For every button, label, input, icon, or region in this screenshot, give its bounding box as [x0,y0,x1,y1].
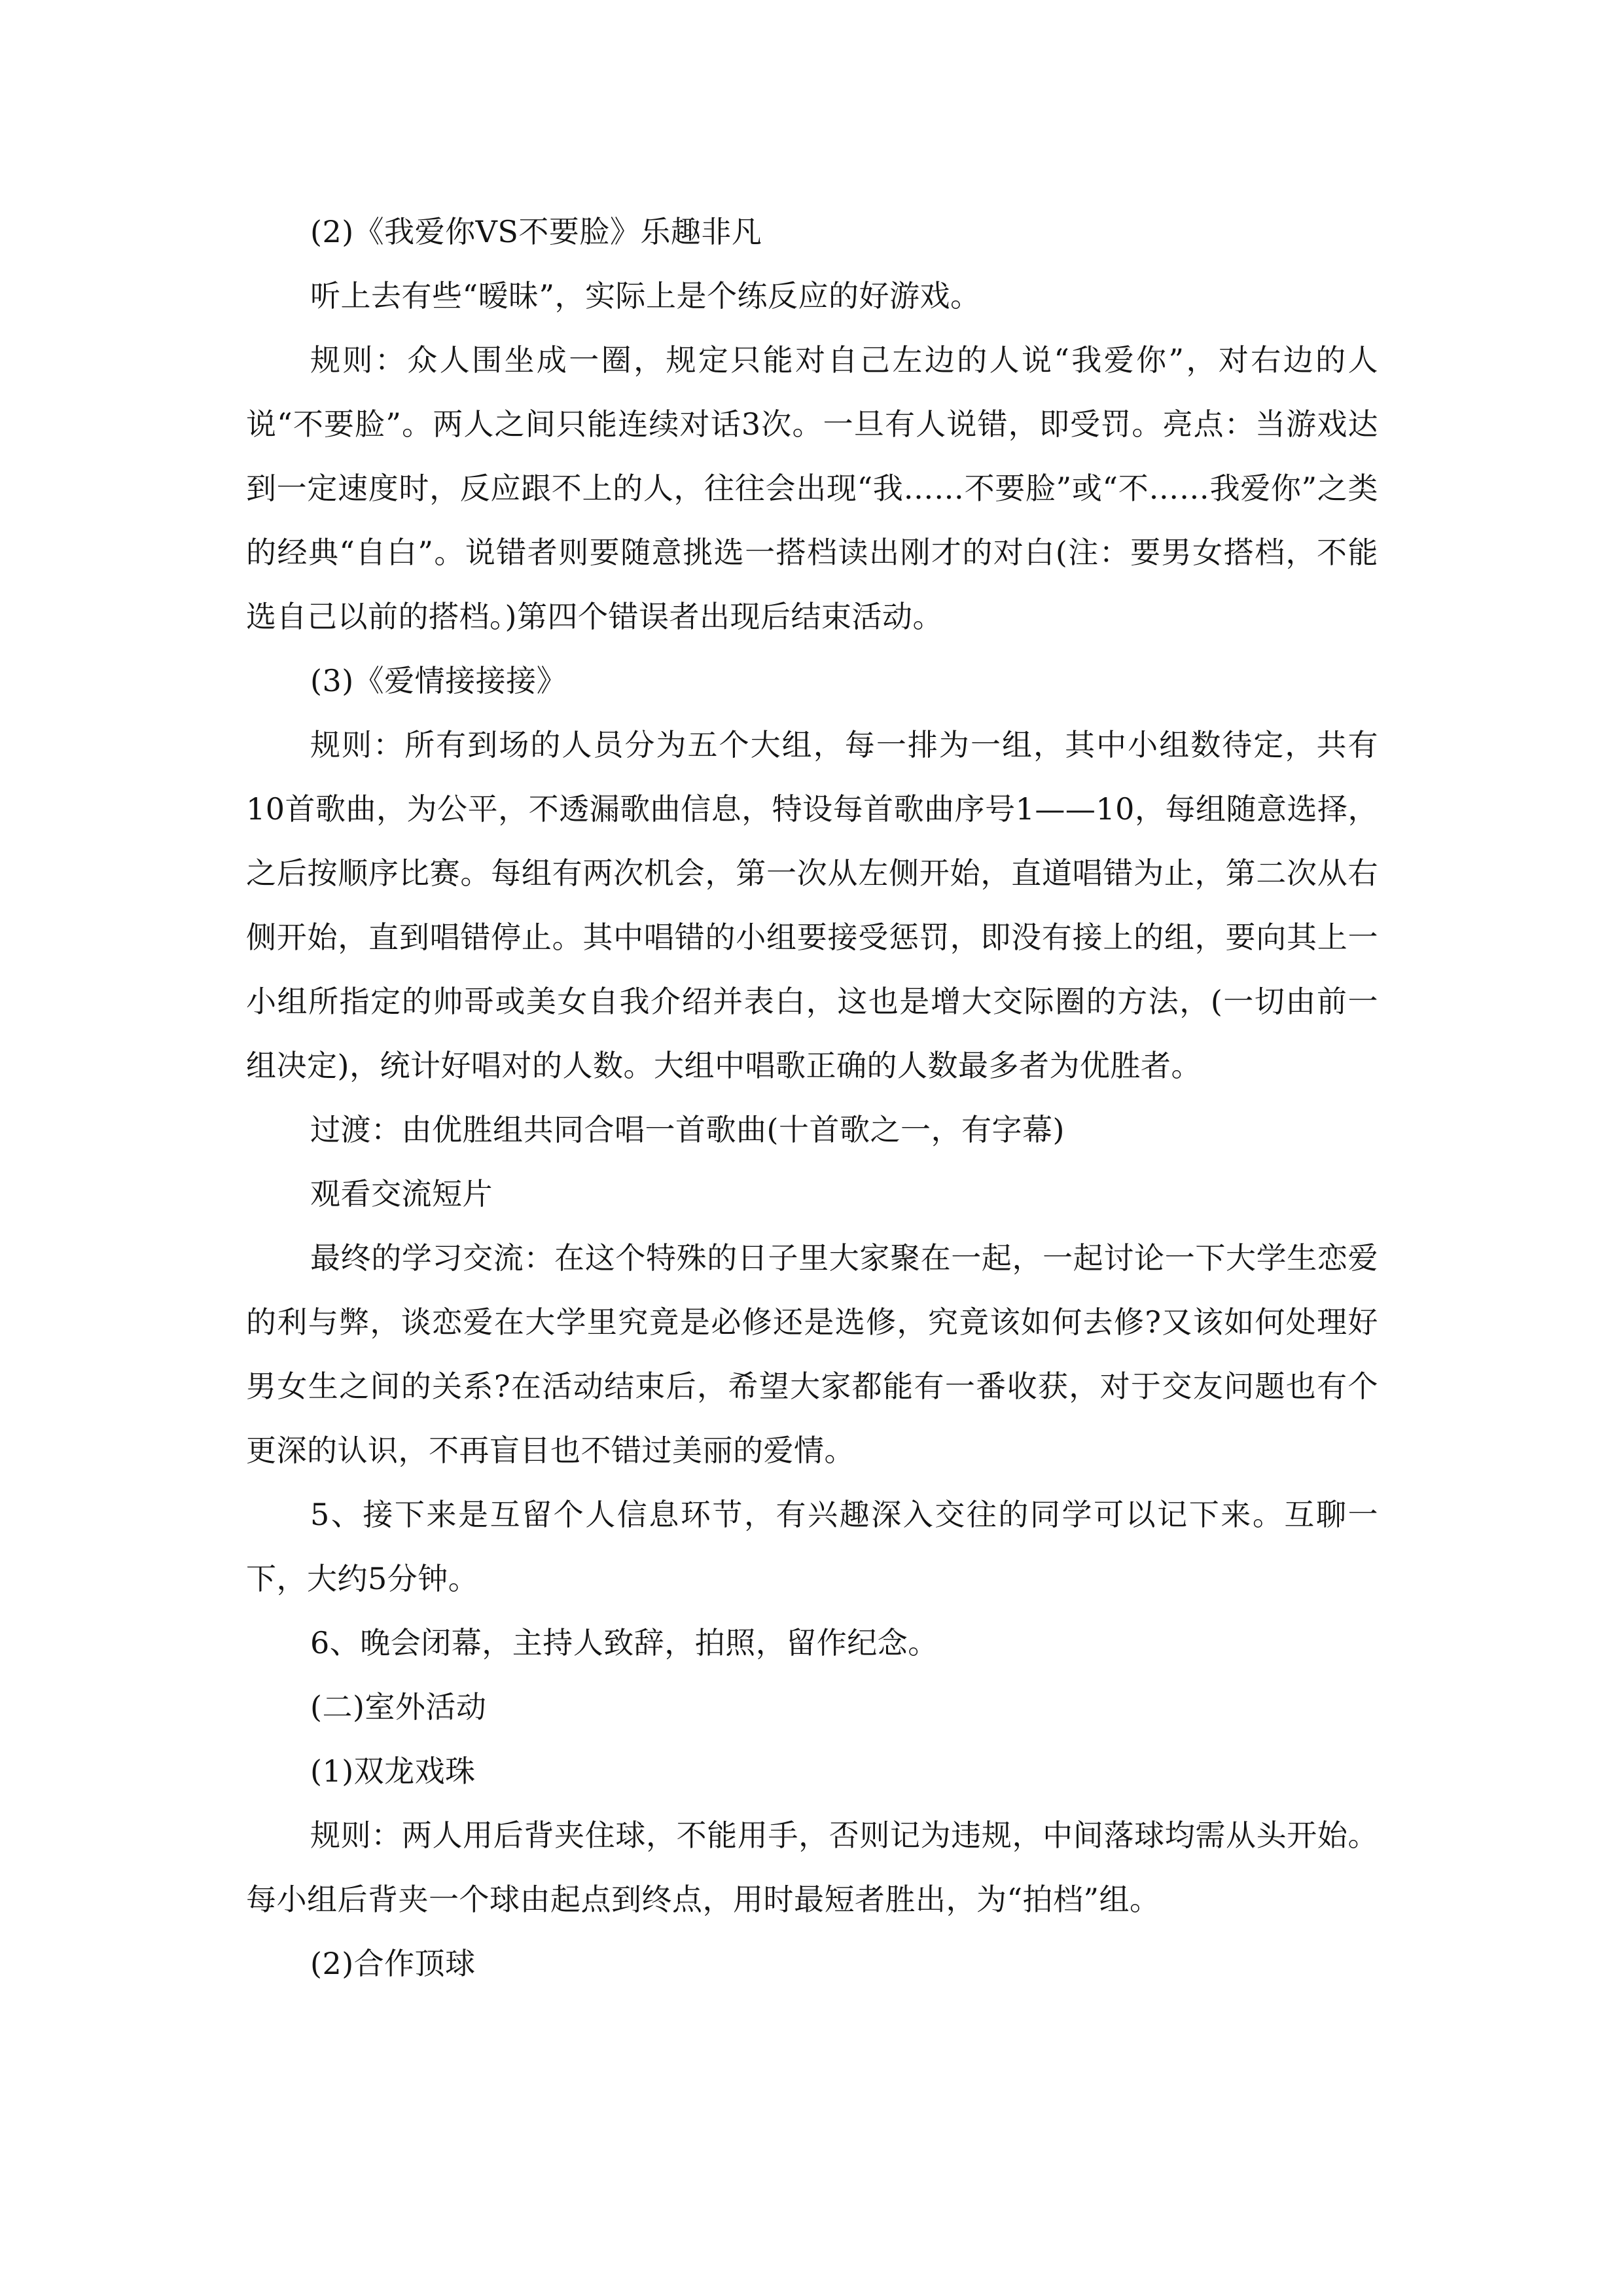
section-heading-outdoor-1: (1)双龙戏珠 [310,1753,476,1789]
document-body [246,200,1378,1996]
paragraph-watch-video: 观看交流短片 [310,1176,493,1211]
paragraph-rules-game-3: 规则：所有到场的人员分为五个大组，每一排为一组，其中小组数待定，共有10首歌曲，为公平，不透漏歌曲信息，特设每首歌曲序号1——10，每组随意选择，之后按顺序比赛。每组有两次机会，第一次从左侧开始，直道唱错为止，第二次从右侧开始，直到唱错停止。其中唱错的小组要接受惩罚，即没有接上的组，要向其上一小组所指定的帅哥或美女自我介绍并表白，这也是增大交际圈的方法，(一切由前一组决定)，统计好唱对的人数。大组中唱歌正确的人数最多者为优胜者。 [246,727,1378,1083]
paragraph-transition: 过渡：由优胜组共同合唱一首歌曲(十首歌之一，有字幕) [310,1112,1065,1147]
paragraph-rules-game-2: 规则：众人围坐成一圈，规定只能对自己左边的人说“我爱你”，对右边的人说“不要脸”。两人之间只能连续对话3次。一旦有人说错，即受罚。亮点：当游戏达到一定速度时，反应跟不上的人，往往会出现“我……不要脸”或“不……我爱你”之类的经典“自白”。说错者则要随意挑选一搭档读出刚才的对白(注：要男女搭档，不能选自己以前的搭档。)第四个错误者出现后结束活动。 [246,342,1378,634]
paragraph-intro: 听上去有些“暧昧”，实际上是个练反应的好游戏。 [310,278,981,314]
paragraph-step-6: 6、晚会闭幕，主持人致辞，拍照，留作纪念。 [310,1625,938,1660]
paragraph-step-5: 5、接下来是互留个人信息环节，有兴趣深入交往的同学可以记下来。互聊一下，大约5分钟。 [246,1497,1378,1596]
section-heading-outdoor-2: (2)合作顶球 [310,1946,476,1981]
section-heading-outdoor: (二)室外活动 [310,1689,487,1725]
paragraph-rules-outdoor-1: 规则：两人用后背夹住球，不能用手，否则记为违规，中间落球均需从头开始。每小组后背夹一个球由起点到终点，用时最短者胜出，为“拍档”组。 [246,1818,1378,1917]
section-heading-game-2: (2)《我爱你VS不要脸》乐趣非凡 [310,214,762,249]
section-heading-game-3: (3)《爱情接接接》 [310,663,567,698]
paragraph-final-exchange: 最终的学习交流：在这个特殊的日子里大家聚在一起，一起讨论一下大学生恋爱的利与弊，谈恋爱在大学里究竟是必修还是选修，究竟该如何去修?又该如何处理好男女生之间的关系?在活动结束后，希望大家都能有一番收获，对于交友问题也有个更深的认识，不再盲目也不错过美丽的爱情。 [246,1240,1378,1468]
